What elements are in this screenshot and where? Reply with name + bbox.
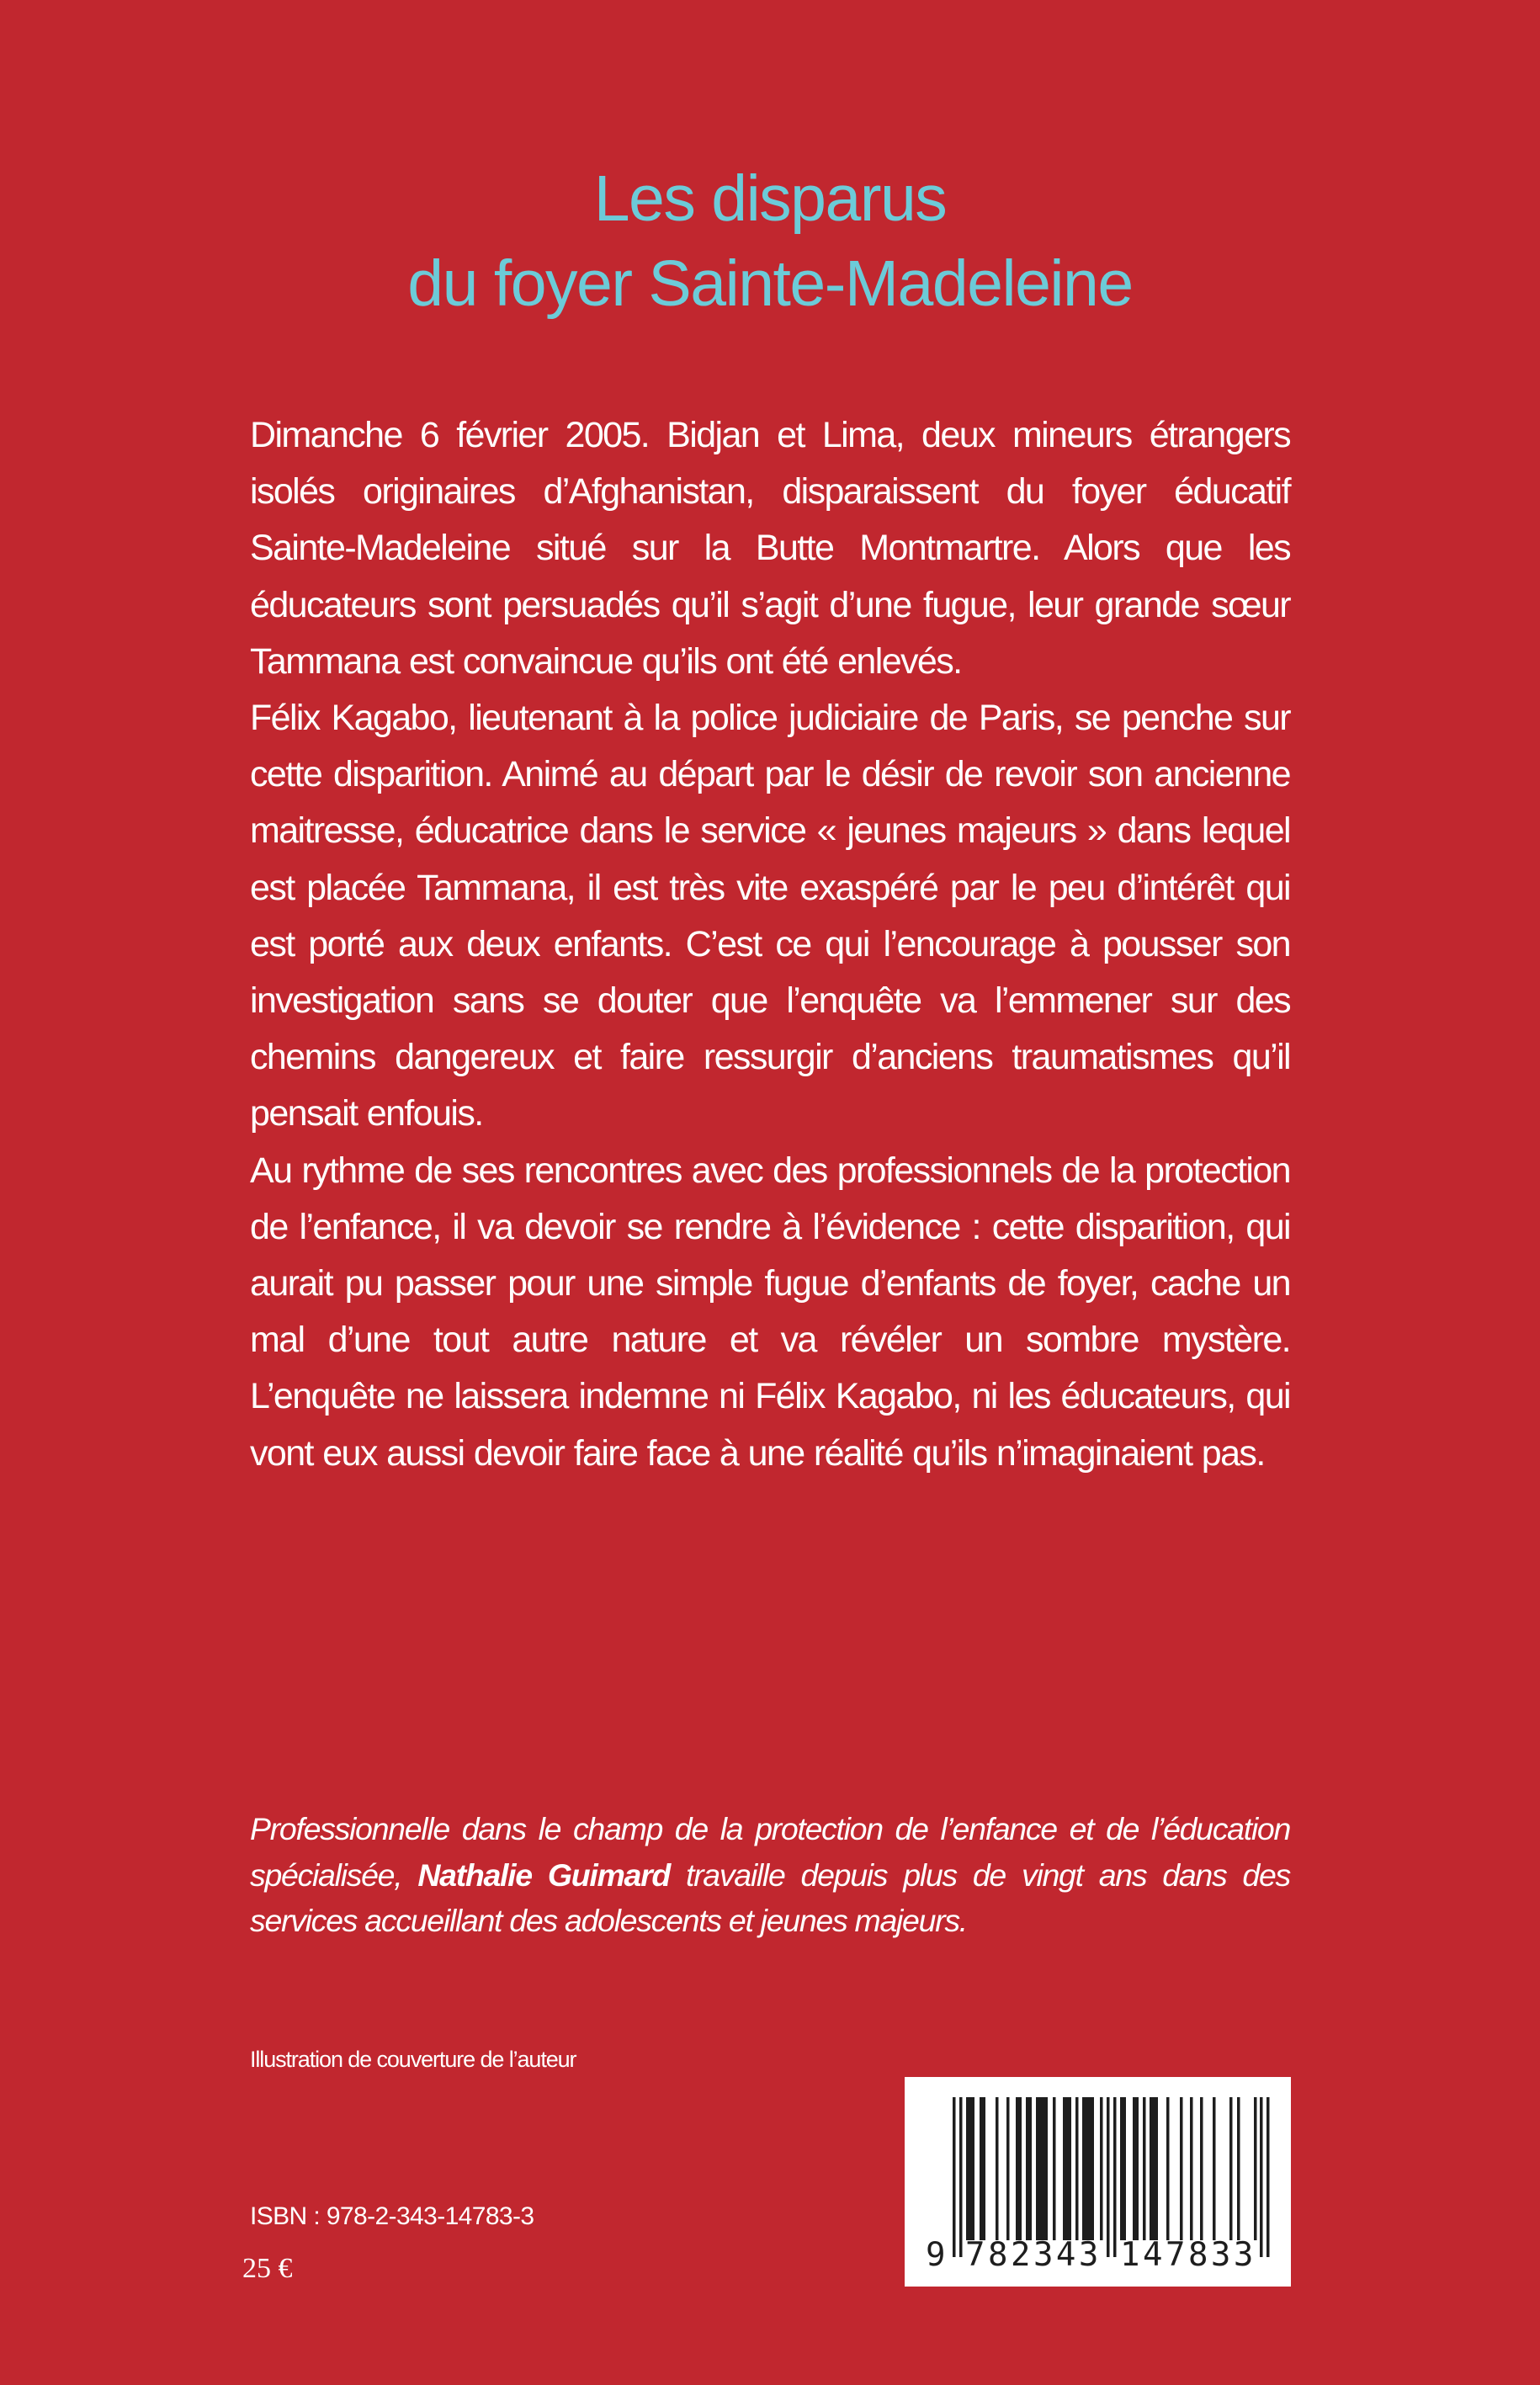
barcode-right-digits: 147833: [1120, 2236, 1256, 2274]
synopsis: [250, 407, 1290, 1482]
author-bio: [250, 1806, 1290, 1944]
cover-illustration-credit: Illustration de couverture de l’auteur: [250, 2047, 576, 2072]
isbn: ISBN : 978-2-343-14783-3: [250, 2202, 534, 2230]
synopsis-paragraph-2: Félix Kagabo, lieutenant à la police judiciaire de Paris, se penche sur cette disparition. Animé au départ par le désir de revoir son ancienne maitresse, éducatrice dans le service « jeunes majeurs » dans lequel est placée Tammana, il est très vite exaspéré par le peu d’intérêt qui est porté aux deux enfants. C’est ce qui l’encourage à pousser son investigation sans se douter que l’enquête va l’emmener sur des chemins dangereux et faire ressurgir d’anciens traumatismes qu’il pensait enfouis.: [250, 698, 1290, 1134]
book-title-line-1: Les disparus: [593, 162, 947, 235]
synopsis-paragraph-3: Au rythme de ses rencontres avec des professionnels de la protection de l’enfance, il va devoir se rendre à l’évidence : cette disparition, qui aurait pu passer pour une simple fugue d’enfants de foyer, cache un mal d’une tout autre nature et va révéler un sombre mystère. L’enquête ne laissera indemne ni Félix Kagabo, ni les éducateurs, qui vont eux aussi devoir faire face à une réalité qu’ils n’imaginaient pas.: [250, 1150, 1290, 1474]
author-bio-rest: travaille depuis plus de vingt ans dans des services accueillant des adolescents et jeunes majeurs.: [250, 1856, 1290, 1938]
barcode-lead-digit: 9: [926, 2236, 948, 2274]
barcode: [905, 2077, 1291, 2287]
price: 25 €: [242, 2253, 293, 2284]
book-title-line-2: du foyer Sainte-Madeleine: [407, 247, 1133, 320]
synopsis-paragraph-1: Dimanche 6 février 2005. Bidjan et Lima, deux mineurs étrangers isolés originaires d’Afghanistan, disparaissent du foyer éducatif Sainte-Madeleine situé sur la Butte Montmartre. Alors que les éducateurs sont persuadés qu’il s’agit d’une fugue, leur grande sœur Tammana est convaincue qu’ils ont été enlevés.: [250, 415, 1290, 682]
author-name: Nathalie Guimard: [417, 1856, 670, 1893]
barcode-digits: [905, 2077, 1291, 2287]
barcode-left-digits: 782343: [965, 2236, 1102, 2274]
book-title: [0, 157, 1540, 327]
author-bio-intro: Professionnelle dans le champ de la protection de l’enfance et de l’éducation spécialisée,: [250, 1811, 1290, 1893]
